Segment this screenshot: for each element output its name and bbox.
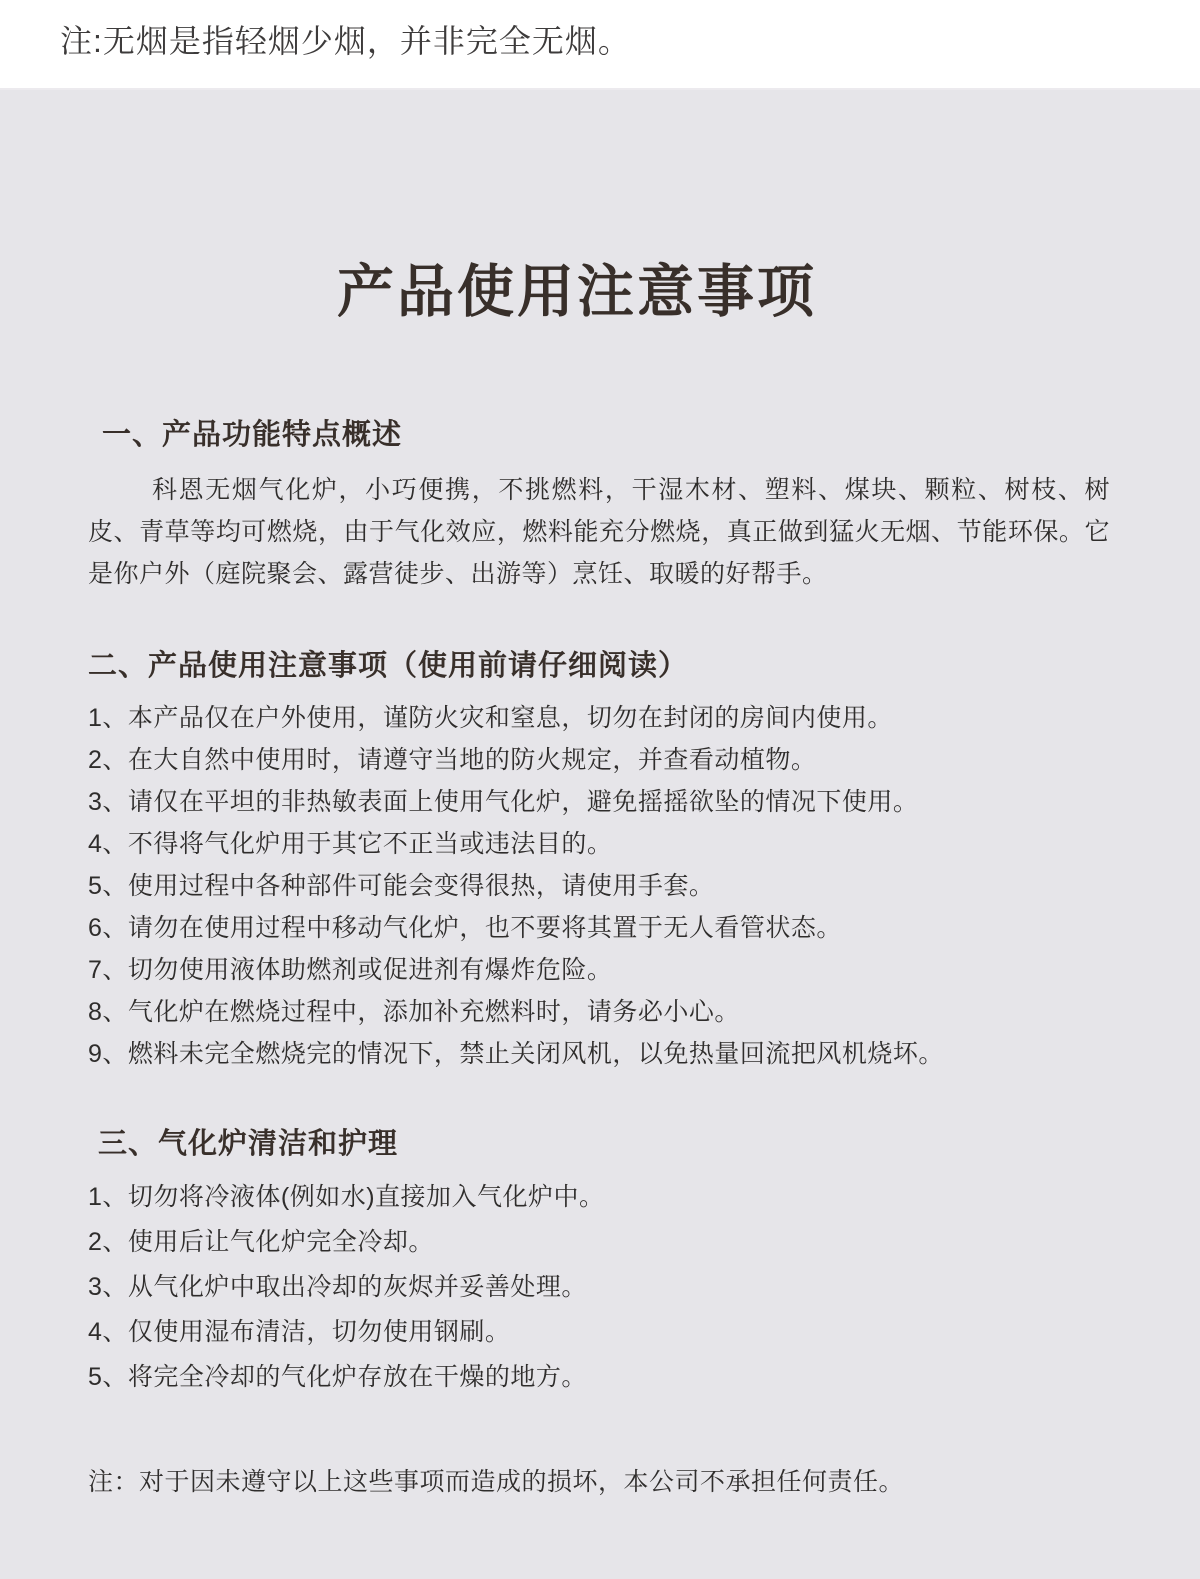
list-item: 4、仅使用湿布清洁，切勿使用钢刷。 (88, 1318, 511, 1346)
list-item: 8、气化炉在燃烧过程中，添加补充燃料时，请务必小心。 (88, 998, 740, 1026)
liability-disclaimer-note: 注：对于因未遵守以上这些事项而造成的损坏，本公司不承担任何责任。 (88, 1468, 905, 1496)
list-item: 4、不得将气化炉用于其它不正当或违法目的。 (88, 830, 613, 858)
content-panel (0, 88, 1200, 1579)
section-features-heading: 一、产品功能特点概述 (102, 419, 403, 451)
page-title: 产品使用注意事项 (337, 260, 817, 324)
list-item: 3、从气化炉中取出冷却的灰烬并妥善处理。 (88, 1273, 587, 1301)
list-item: 9、燃料未完全燃烧完的情况下，禁止关闭风机，以免热量回流把风机烧坏。 (88, 1040, 944, 1068)
list-item: 2、使用后让气化炉完全冷却。 (88, 1228, 434, 1256)
section-features-paragraph: 科恩无烟气化炉，小巧便携，不挑燃料，干湿木材、塑料、煤块、颗粒、树枝、树皮、青草等均可燃烧，由于气化效应，燃料能充分燃烧，真正做到猛火无烟、节能环保。它是你户外（庭院聚会、露营徒步、出游等）烹饪、取暖的好帮手。 (88, 476, 1110, 588)
precautions-list (88, 697, 1110, 1075)
list-item: 3、请仅在平坦的非热敏表面上使用气化炉，避免摇摇欲坠的情况下使用。 (88, 788, 919, 816)
list-item: 1、本产品仅在户外使用，谨防火灾和窒息，切勿在封闭的房间内使用。 (88, 704, 893, 732)
list-item: 2、在大自然中使用时，请遵守当地的防火规定，并查看动植物。 (88, 746, 817, 774)
section-cleaning-heading: 三、气化炉清洁和护理 (98, 1128, 399, 1160)
section-precautions-heading: 二、产品使用注意事项（使用前请仔细阅读） (88, 650, 689, 682)
cleaning-list (88, 1175, 1110, 1400)
list-item: 5、将完全冷却的气化炉存放在干燥的地方。 (88, 1363, 587, 1391)
list-item: 5、使用过程中各种部件可能会变得很热，请使用手套。 (88, 872, 715, 900)
list-item: 7、切勿使用液体助燃剂或促进剂有爆炸危险。 (88, 956, 613, 984)
list-item: 6、请勿在使用过程中移动气化炉，也不要将其置于无人看管状态。 (88, 914, 842, 942)
list-item: 1、切勿将冷液体(例如水)直接加入气化炉中。 (88, 1183, 605, 1211)
smokeless-disclaimer-note: 注:无烟是指轻烟少烟，并非完全无烟。 (0, 0, 1200, 88)
